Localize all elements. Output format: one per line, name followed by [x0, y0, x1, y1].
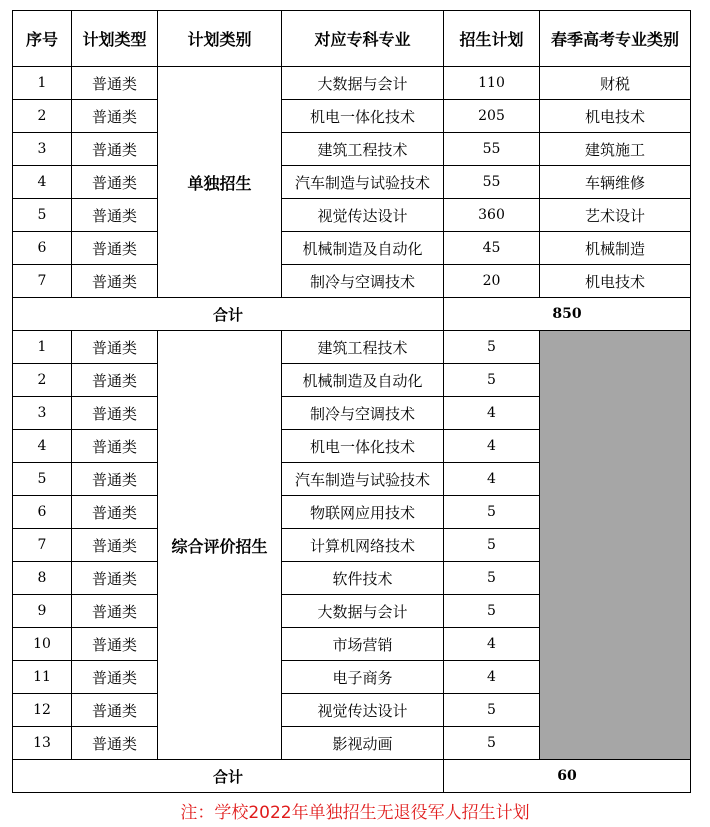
footnote: 注：学校2022年单独招生无退役军人招生计划	[180, 803, 530, 823]
row-plan-type: 普通类	[72, 661, 158, 694]
row-no: 11	[13, 661, 72, 694]
row-plan-type: 普通类	[72, 529, 158, 562]
row-plan-type: 普通类	[72, 496, 158, 529]
total-value: 60	[444, 760, 691, 793]
row-major: 物联网应用技术	[282, 496, 444, 529]
row-spring-category: 机电技术	[540, 100, 691, 133]
row-no: 1	[13, 331, 72, 364]
row-major: 大数据与会计	[282, 595, 444, 628]
row-major: 大数据与会计	[282, 67, 444, 100]
row-major: 制冷与空调技术	[282, 397, 444, 430]
row-plan-type: 普通类	[72, 100, 158, 133]
row-no: 1	[13, 67, 72, 100]
row-plan-type: 普通类	[72, 265, 158, 298]
table-body	[13, 67, 691, 793]
row-plan-type: 普通类	[72, 166, 158, 199]
header-spring-category: 春季高考专业类别	[540, 11, 691, 67]
row-plan-count: 4	[444, 430, 540, 463]
row-no: 4	[13, 430, 72, 463]
total-label: 合计	[13, 298, 444, 331]
row-plan-count: 5	[444, 694, 540, 727]
table-row	[13, 331, 691, 364]
row-plan-type: 普通类	[72, 430, 158, 463]
table-row	[13, 166, 691, 199]
total-label: 合计	[13, 760, 444, 793]
row-plan-count: 4	[444, 661, 540, 694]
row-plan-count: 5	[444, 364, 540, 397]
row-plan-count: 5	[444, 727, 540, 760]
row-plan-type: 普通类	[72, 628, 158, 661]
row-plan-type: 普通类	[72, 595, 158, 628]
row-no: 3	[13, 133, 72, 166]
row-plan-type: 普通类	[72, 727, 158, 760]
row-plan-count: 4	[444, 628, 540, 661]
row-plan-count: 5	[444, 496, 540, 529]
row-major: 建筑工程技术	[282, 331, 444, 364]
table-row	[13, 232, 691, 265]
row-plan-type: 普通类	[72, 562, 158, 595]
row-plan-type: 普通类	[72, 694, 158, 727]
total-value: 850	[444, 298, 691, 331]
row-plan-type: 普通类	[72, 364, 158, 397]
row-major: 市场营销	[282, 628, 444, 661]
row-plan-count: 55	[444, 133, 540, 166]
row-major: 视觉传达设计	[282, 694, 444, 727]
row-no: 4	[13, 166, 72, 199]
table-row	[13, 67, 691, 100]
row-no: 12	[13, 694, 72, 727]
row-spring-category: 机电技术	[540, 265, 691, 298]
row-plan-count: 5	[444, 595, 540, 628]
row-no: 9	[13, 595, 72, 628]
row-plan-type: 普通类	[72, 397, 158, 430]
row-spring-category: 车辆维修	[540, 166, 691, 199]
header-no: 序号	[13, 11, 72, 67]
row-plan-count: 5	[444, 529, 540, 562]
row-plan-type: 普通类	[72, 463, 158, 496]
row-no: 5	[13, 199, 72, 232]
row-no: 7	[13, 529, 72, 562]
table-row	[13, 133, 691, 166]
enrollment-table-container	[12, 10, 691, 793]
gray-filler	[540, 331, 691, 760]
row-plan-count: 5	[444, 331, 540, 364]
table-row	[13, 100, 691, 133]
row-major: 影视动画	[282, 727, 444, 760]
row-no: 3	[13, 397, 72, 430]
row-spring-category: 建筑施工	[540, 133, 691, 166]
plan-category-section2: 综合评价招生	[158, 331, 282, 760]
total-row	[13, 760, 691, 793]
row-no: 8	[13, 562, 72, 595]
row-no: 7	[13, 265, 72, 298]
row-plan-count: 5	[444, 562, 540, 595]
row-no: 13	[13, 727, 72, 760]
row-plan-count: 4	[444, 397, 540, 430]
plan-category-section1: 单独招生	[158, 67, 282, 298]
row-plan-count: 20	[444, 265, 540, 298]
row-plan-type: 普通类	[72, 199, 158, 232]
header-plan-count: 招生计划	[444, 11, 540, 67]
row-major: 建筑工程技术	[282, 133, 444, 166]
row-major: 机械制造及自动化	[282, 364, 444, 397]
row-major: 软件技术	[282, 562, 444, 595]
row-plan-type: 普通类	[72, 331, 158, 364]
row-plan-count: 205	[444, 100, 540, 133]
header-plan-type: 计划类型	[72, 11, 158, 67]
row-major: 电子商务	[282, 661, 444, 694]
row-plan-count: 110	[444, 67, 540, 100]
row-major: 视觉传达设计	[282, 199, 444, 232]
table-header-row	[13, 11, 691, 67]
row-no: 6	[13, 496, 72, 529]
row-major: 计算机网络技术	[282, 529, 444, 562]
row-plan-count: 4	[444, 463, 540, 496]
row-no: 10	[13, 628, 72, 661]
row-spring-category: 财税	[540, 67, 691, 100]
row-plan-count: 45	[444, 232, 540, 265]
row-major: 汽车制造与试验技术	[282, 166, 444, 199]
enrollment-plan-table	[12, 10, 691, 793]
row-plan-type: 普通类	[72, 67, 158, 100]
row-no: 6	[13, 232, 72, 265]
row-plan-count: 360	[444, 199, 540, 232]
row-plan-type: 普通类	[72, 133, 158, 166]
row-major: 机械制造及自动化	[282, 232, 444, 265]
row-spring-category: 艺术设计	[540, 199, 691, 232]
header-plan-category: 计划类别	[158, 11, 282, 67]
row-spring-category: 机械制造	[540, 232, 691, 265]
row-plan-count: 55	[444, 166, 540, 199]
row-no: 2	[13, 100, 72, 133]
row-major: 机电一体化技术	[282, 100, 444, 133]
row-no: 5	[13, 463, 72, 496]
table-row	[13, 199, 691, 232]
row-major: 汽车制造与试验技术	[282, 463, 444, 496]
header-major: 对应专科专业	[282, 11, 444, 67]
table-row	[13, 265, 691, 298]
total-row	[13, 298, 691, 331]
row-major: 制冷与空调技术	[282, 265, 444, 298]
row-plan-type: 普通类	[72, 232, 158, 265]
row-major: 机电一体化技术	[282, 430, 444, 463]
row-no: 2	[13, 364, 72, 397]
